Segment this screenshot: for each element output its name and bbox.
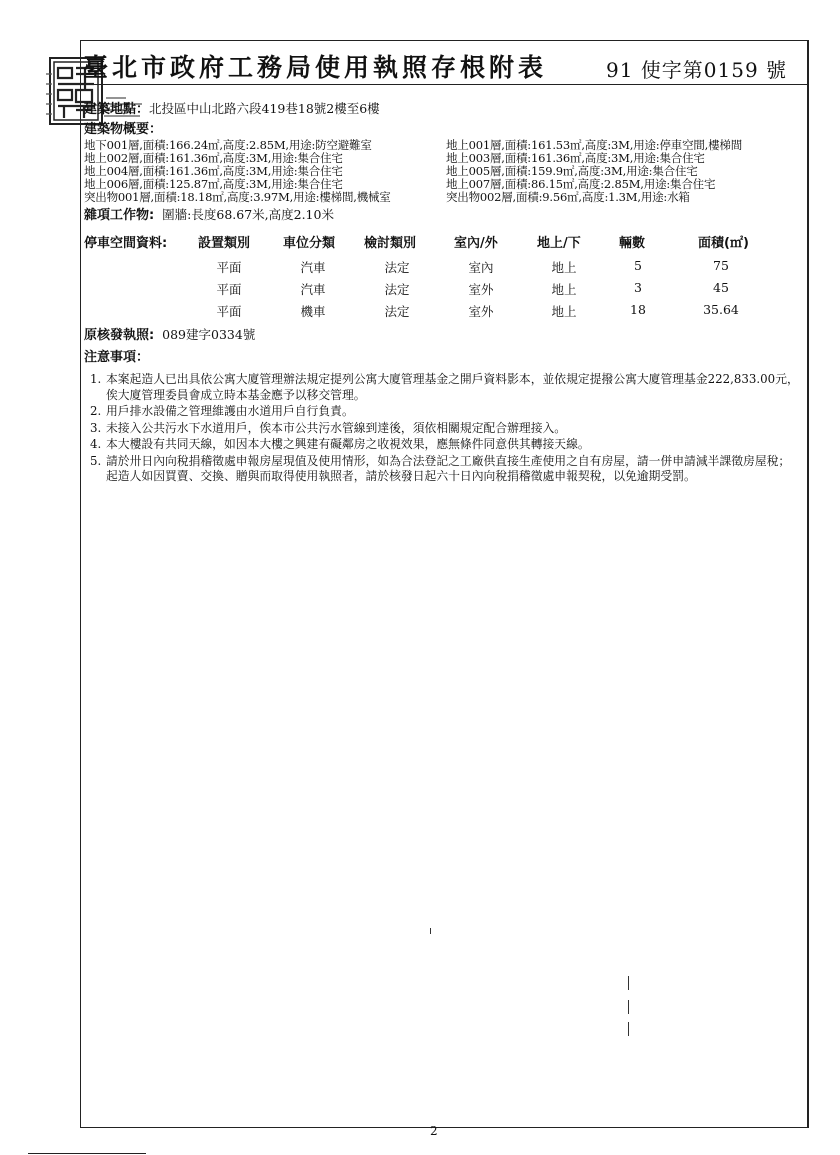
note-number: 3. bbox=[90, 420, 102, 435]
page-number: 2 bbox=[430, 1124, 438, 1138]
parking-cell: 汽車 bbox=[300, 282, 326, 297]
parking-cell: 室外 bbox=[468, 304, 494, 319]
parking-cell: 5 bbox=[634, 258, 642, 273]
note-text: 未接入公共污水下水道用戶，俟本市公共污水管線到達後，須依相關規定配合辦理接入。 bbox=[106, 420, 567, 435]
note-text: 本案起造人已出具依公寓大廈管理辦法規定提列公寓大廈管理基金之開戶資料影本，並依規定提撥公寓大廈管理基金222,833.00元，俟大廈管理委員會成立時本基金應予以移交管理。 bbox=[106, 372, 799, 402]
floor-entry: 地上003層,面積:161.36㎡,高度:3M,用途:集合住宅 bbox=[446, 151, 705, 165]
note-number: 2. bbox=[90, 404, 102, 418]
footer-rule bbox=[28, 1153, 146, 1154]
parking-cell: 地上 bbox=[551, 260, 577, 275]
parking-cell: 汽車 bbox=[300, 260, 326, 275]
parking-cell: 75 bbox=[713, 258, 729, 273]
parking-cell: 室內 bbox=[468, 260, 494, 275]
parking-cell: 室外 bbox=[468, 282, 494, 297]
building-summary-label: 建築物概要： bbox=[84, 122, 163, 137]
original-permit-line bbox=[84, 328, 255, 343]
note-item bbox=[90, 404, 802, 420]
title-rule bbox=[80, 84, 808, 85]
parking-cell: 法定 bbox=[384, 282, 410, 297]
parking-cell: 平面 bbox=[216, 260, 242, 275]
parking-cell: 地上 bbox=[551, 304, 577, 319]
floor-entry: 突出物001層,面積:18.18㎡,高度:3.97M,用途:樓梯間,機械室 bbox=[84, 190, 391, 204]
notes-heading-line bbox=[84, 350, 149, 365]
scan-mark bbox=[628, 1022, 629, 1036]
parking-header: 地上/下 bbox=[537, 236, 581, 251]
note-number: 1. bbox=[90, 372, 102, 386]
note-item bbox=[90, 421, 802, 437]
notes-label: 注意事項： bbox=[84, 350, 150, 365]
original-permit-value: 089建字0334號 bbox=[162, 327, 256, 342]
parking-cell: 45 bbox=[713, 280, 729, 295]
floor-entry: 地上007層,面積:86.15㎡,高度:2.85M,用途:集合住宅 bbox=[446, 177, 716, 191]
misc-works-value: 圍牆:長度68.67米,高度2.10米 bbox=[162, 207, 334, 222]
parking-label: 停車空間資料: bbox=[84, 236, 168, 251]
parking-cell: 平面 bbox=[216, 304, 242, 319]
note-item bbox=[90, 454, 802, 485]
parking-header: 面積(㎡) bbox=[698, 236, 749, 251]
parking-cell: 3 bbox=[634, 280, 642, 295]
note-item bbox=[90, 437, 802, 453]
original-permit-label: 原核發執照: bbox=[84, 328, 155, 343]
parking-cell: 18 bbox=[630, 302, 646, 317]
note-number: 4. bbox=[90, 437, 102, 451]
permit-number: 91 使字第0159 號 bbox=[606, 58, 788, 82]
scan-mark bbox=[628, 976, 629, 990]
parking-header: 車位分類 bbox=[283, 236, 336, 251]
floor-entry: 地下001層,面積:166.24㎡,高度:2.85M,用途:防空避難室 bbox=[84, 138, 372, 152]
note-text: 本大樓設有共同天線，如因本大樓之興建有礙鄰房之收視效果，應無條件同意供其轉接天線。 bbox=[106, 437, 590, 451]
parking-cell: 平面 bbox=[216, 282, 242, 297]
address-value: 北投區中山北路六段419巷18號2樓至6樓 bbox=[149, 101, 380, 116]
misc-works-label: 雜項工作物: bbox=[84, 208, 155, 223]
parking-cell: 機車 bbox=[300, 304, 326, 319]
document-title: 臺北市政府工務局使用執照存根附表 bbox=[82, 53, 547, 82]
parking-cell: 法定 bbox=[384, 304, 410, 319]
floor-entry: 突出物002層,面積:9.56㎡,高度:1.3M,用途:水箱 bbox=[446, 190, 690, 204]
parking-cell: 35.64 bbox=[703, 302, 739, 317]
note-text: 用戶排水設備之管理維護由水道用戶自行負責。 bbox=[106, 404, 354, 418]
parking-header: 輛數 bbox=[619, 236, 646, 251]
parking-header: 室內/外 bbox=[454, 236, 498, 251]
notes-list bbox=[90, 372, 802, 486]
address-label: 建築地點： bbox=[84, 102, 150, 117]
building-summary-line bbox=[84, 122, 162, 137]
parking-cell: 地上 bbox=[551, 282, 577, 297]
address-line bbox=[84, 102, 380, 117]
note-text: 請於卅日內向稅捐稽徵處申報房屋現值及使用情形，如為合法登記之工廠供直接生產使用之自有房屋，請一併申請減半課徵房屋稅；起造人如因買賣、交換、贈與而取得使用執照者，請於核發日起六十日內向稅捐稽徵處申報契稅，以免逾期受罰。 bbox=[106, 453, 791, 483]
parking-cell: 法定 bbox=[384, 260, 410, 275]
floor-entry: 地上001層,面積:161.53㎡,高度:3M,用途:停車空間,樓梯間 bbox=[446, 138, 743, 152]
misc-works-line bbox=[84, 208, 334, 223]
parking-header: 檢討類別 bbox=[364, 236, 417, 251]
floor-entry: 地上005層,面積:159.9㎡,高度:3M,用途:集合住宅 bbox=[446, 164, 698, 178]
note-item bbox=[90, 372, 802, 403]
scan-mark bbox=[628, 1000, 629, 1014]
scan-mark bbox=[430, 928, 431, 934]
floor-entry: 地上002層,面積:161.36㎡,高度:3M,用途:集合住宅 bbox=[84, 151, 343, 165]
floor-entry: 地上004層,面積:161.36㎡,高度:3M,用途:集合住宅 bbox=[84, 164, 343, 178]
floor-entry: 地上006層,面積:125.87㎡,高度:3M,用途:集合住宅 bbox=[84, 177, 343, 191]
note-number: 5. bbox=[90, 453, 102, 468]
parking-header: 設置類別 bbox=[198, 236, 251, 251]
